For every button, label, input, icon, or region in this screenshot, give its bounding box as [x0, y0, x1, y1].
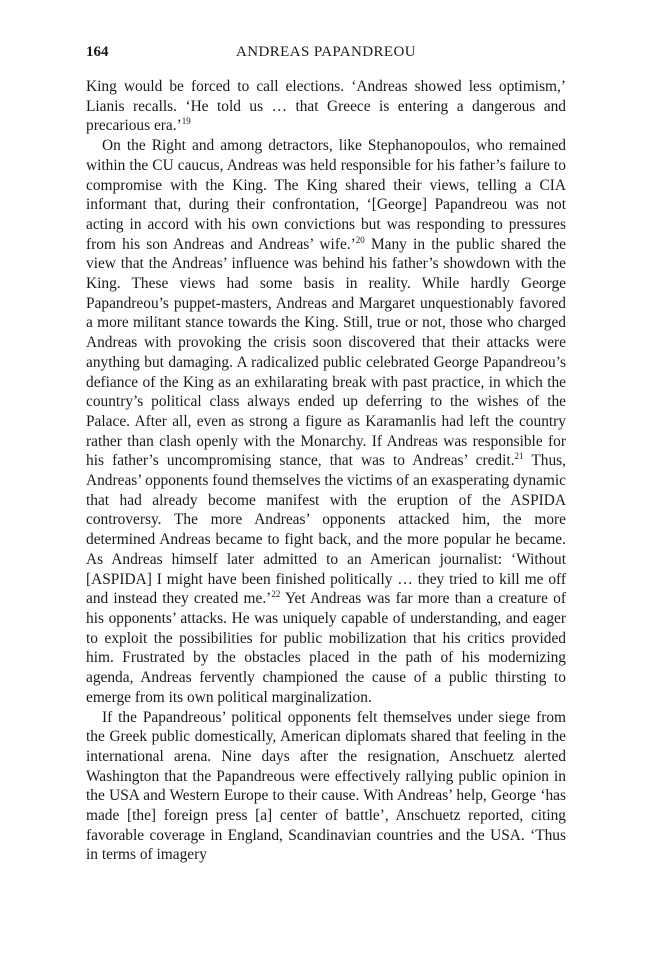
footnote-ref: 21 [514, 451, 524, 462]
text-run: King would be forced to call elections. ‘Andreas showed less optimism,’ Lianis recalls. ‘He told us … that Greece is entering a dangerous and precarious era.’ [86, 78, 566, 135]
paragraph [86, 708, 566, 866]
paragraph [86, 136, 566, 707]
footnote-ref: 19 [181, 116, 191, 127]
text-run: Yet Andreas was far more than a creature of his opponents’ attacks. He was uniquely capable of understanding, and eager to exploit the possibilities for public mobilization that his critics provided him. Frustrated by the obstacles placed in the path of his modernizing agenda, Andreas fervently championed the cause of a public thirsting to emerge from its own political marginalization. [86, 590, 566, 706]
paragraph [86, 77, 566, 136]
text-run: On the Right and among detractors, like Stephanopoulos, who remained within the CU caucus, Andreas was held responsible for his father’s failure to compromise with the King. The King shared their views, telling a CIA informant that, during their confrontation, ‘[George] Papandreou was not acting in accord with his own convictions but was responding to pressures from his son Andreas and Andreas’ wife.’ [86, 137, 566, 253]
running-head: ANDREAS PAPANDREOU [236, 44, 416, 60]
text-run: Thus, Andreas’ opponents found themselves the victims of an exasperating dynamic that had already become manifest with the eruption of the ASPIDA controversy. The more Andreas’ opponents attacked him, the more determined Andreas became to fight back, and the more popular he became. As Andreas himself later admitted to an American journalist: ‘Without [ASPIDA] I might have been finished politically … they tried to kill me off and instead they created me.’ [86, 452, 567, 608]
footnote-ref: 22 [271, 589, 281, 600]
text-run: Many in the public shared the view that the Andreas’ influence was behind his father’s showdown with the King. These views had some basis in reality. While hardly George Papandreou’s puppet-masters, Andreas and Margaret unquestionably favored a more militant stance towards the King. Still, true or not, those who charged Andreas with provoking the crisis soon discovered that their attacks were anything but damaging. A radicalized public celebrated George Papandreou’s defiance of the King as an exhilarating break with past practice, in which the country’s political class always ended up deferring to the wishes of the Palace. After all, even as strong a figure as Karamanlis had left the country rather than clash openly with the Monarchy. If Andreas was responsible for his father’s uncompromising stance, that was to Andreas’ credit. [86, 235, 566, 470]
footnote-ref: 20 [355, 234, 365, 245]
page-header [86, 42, 566, 62]
page-number: 164 [86, 44, 109, 60]
text-run: If the Papandreous’ political opponents felt themselves under siege from the Greek public domestically, American diplomats shared that feeling in the international arena. Nine days after the resignation, Anschuetz alerted Washington that the Papandreous were effectively rallying public opinion in the USA and Western Europe to their cause. With Andreas’ help, George ‘has made [the] foreign press [a] center of battle’, Anschuetz reported, citing favorable coverage in England, Scandinavian countries and the USA. ‘Thus in terms of imagery [86, 708, 566, 864]
body-text [86, 77, 566, 865]
